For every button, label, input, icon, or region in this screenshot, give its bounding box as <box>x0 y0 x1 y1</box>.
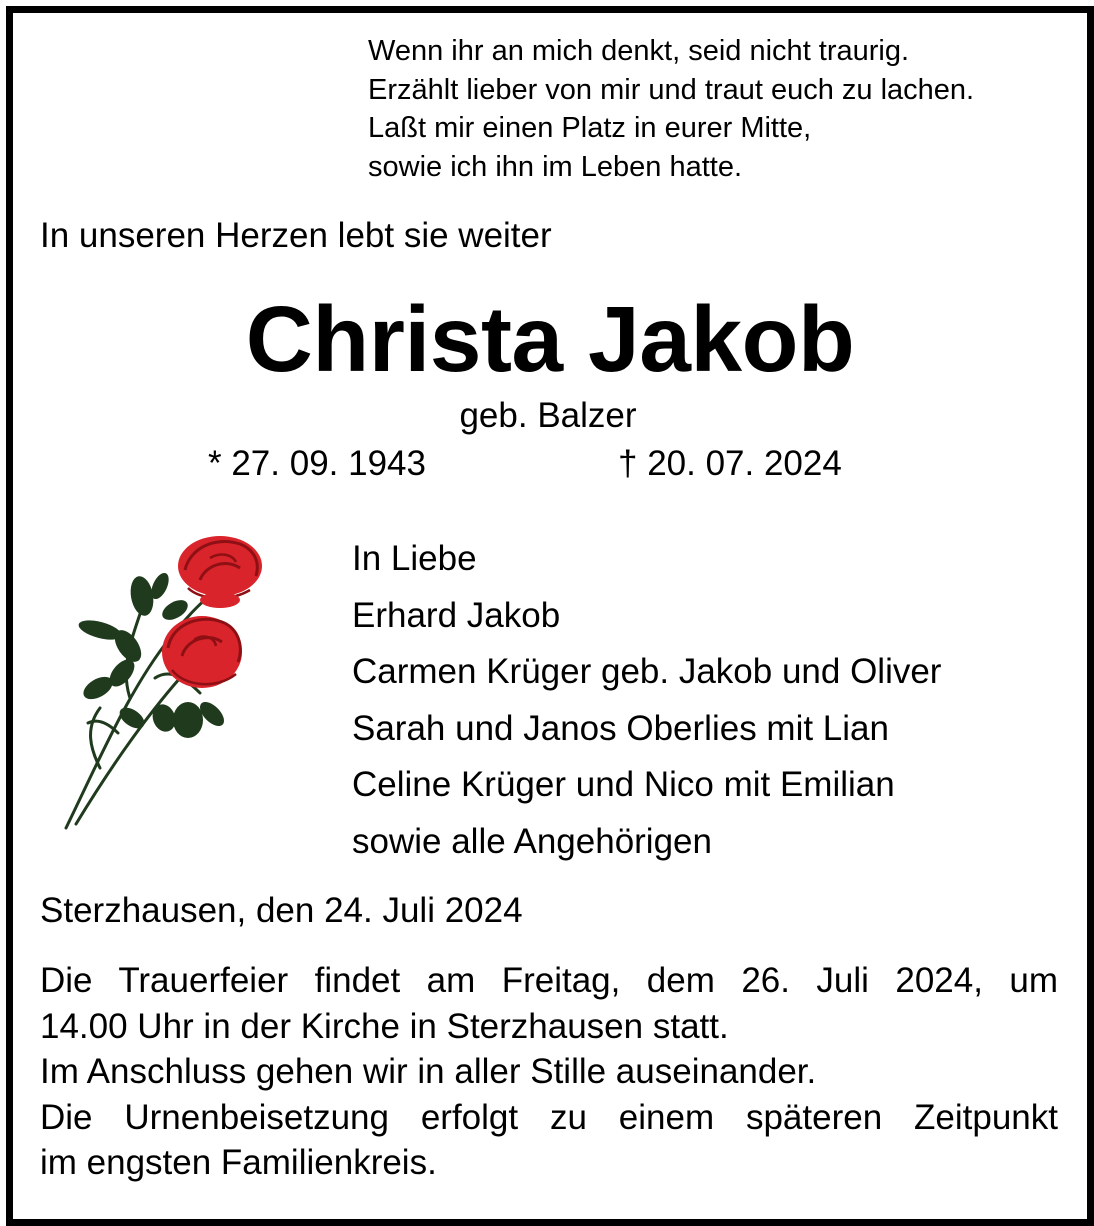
notice-line: im engsten Familienkreis. <box>40 1143 437 1182</box>
mourner-line: Celine Krüger und Nico mit Emilian <box>352 765 895 804</box>
poem <box>368 32 974 186</box>
mourner-line: Sarah und Janos Oberlies mit Lian <box>352 708 889 748</box>
mourner-line: Carmen Krüger geb. Jakob und Oliver <box>352 652 942 691</box>
place-date: Sterzhausen, den 24. Juli 2024 <box>40 891 523 930</box>
poem-line: sowie ich ihn im Leben hatte. <box>368 150 742 183</box>
red-roses-icon <box>60 528 280 838</box>
notice-line: Im Anschluss gehen wir in aller Stille auseinander. <box>40 1052 817 1091</box>
birth-name: geb. Balzer <box>459 396 637 435</box>
mourner-line: sowie alle Angehörigen <box>352 821 712 861</box>
funeral-notice <box>40 958 1058 1186</box>
mourner-line: In Liebe <box>352 539 477 578</box>
mourner-line: Erhard Jakob <box>352 595 561 635</box>
notice-line: 14.00 Uhr in der Kirche in Sterzhausen statt. <box>40 1006 729 1046</box>
poem-line: Erzählt lieber von mir und traut euch zu lachen. <box>368 73 975 106</box>
notice-line: Die Urnenbeisetzung erfolgt zu einem späteren Zeitpunkt <box>40 1097 1058 1137</box>
notice-line: Die Trauerfeier findet am Freitag, dem 26. Juli 2024, um <box>40 961 1058 1000</box>
birth-date: * 27. 09. 1943 <box>208 444 426 483</box>
poem-line: Wenn ihr an mich denkt, seid nicht traurig. <box>368 35 910 67</box>
mourners-list <box>352 531 941 870</box>
deceased-name: Christa Jakob <box>245 287 855 391</box>
death-date: † 20. 07. 2024 <box>618 444 842 483</box>
intro-text: In unseren Herzen lebt sie weiter <box>40 216 552 255</box>
poem-line: Laßt mir einen Platz in eurer Mitte, <box>368 112 812 144</box>
